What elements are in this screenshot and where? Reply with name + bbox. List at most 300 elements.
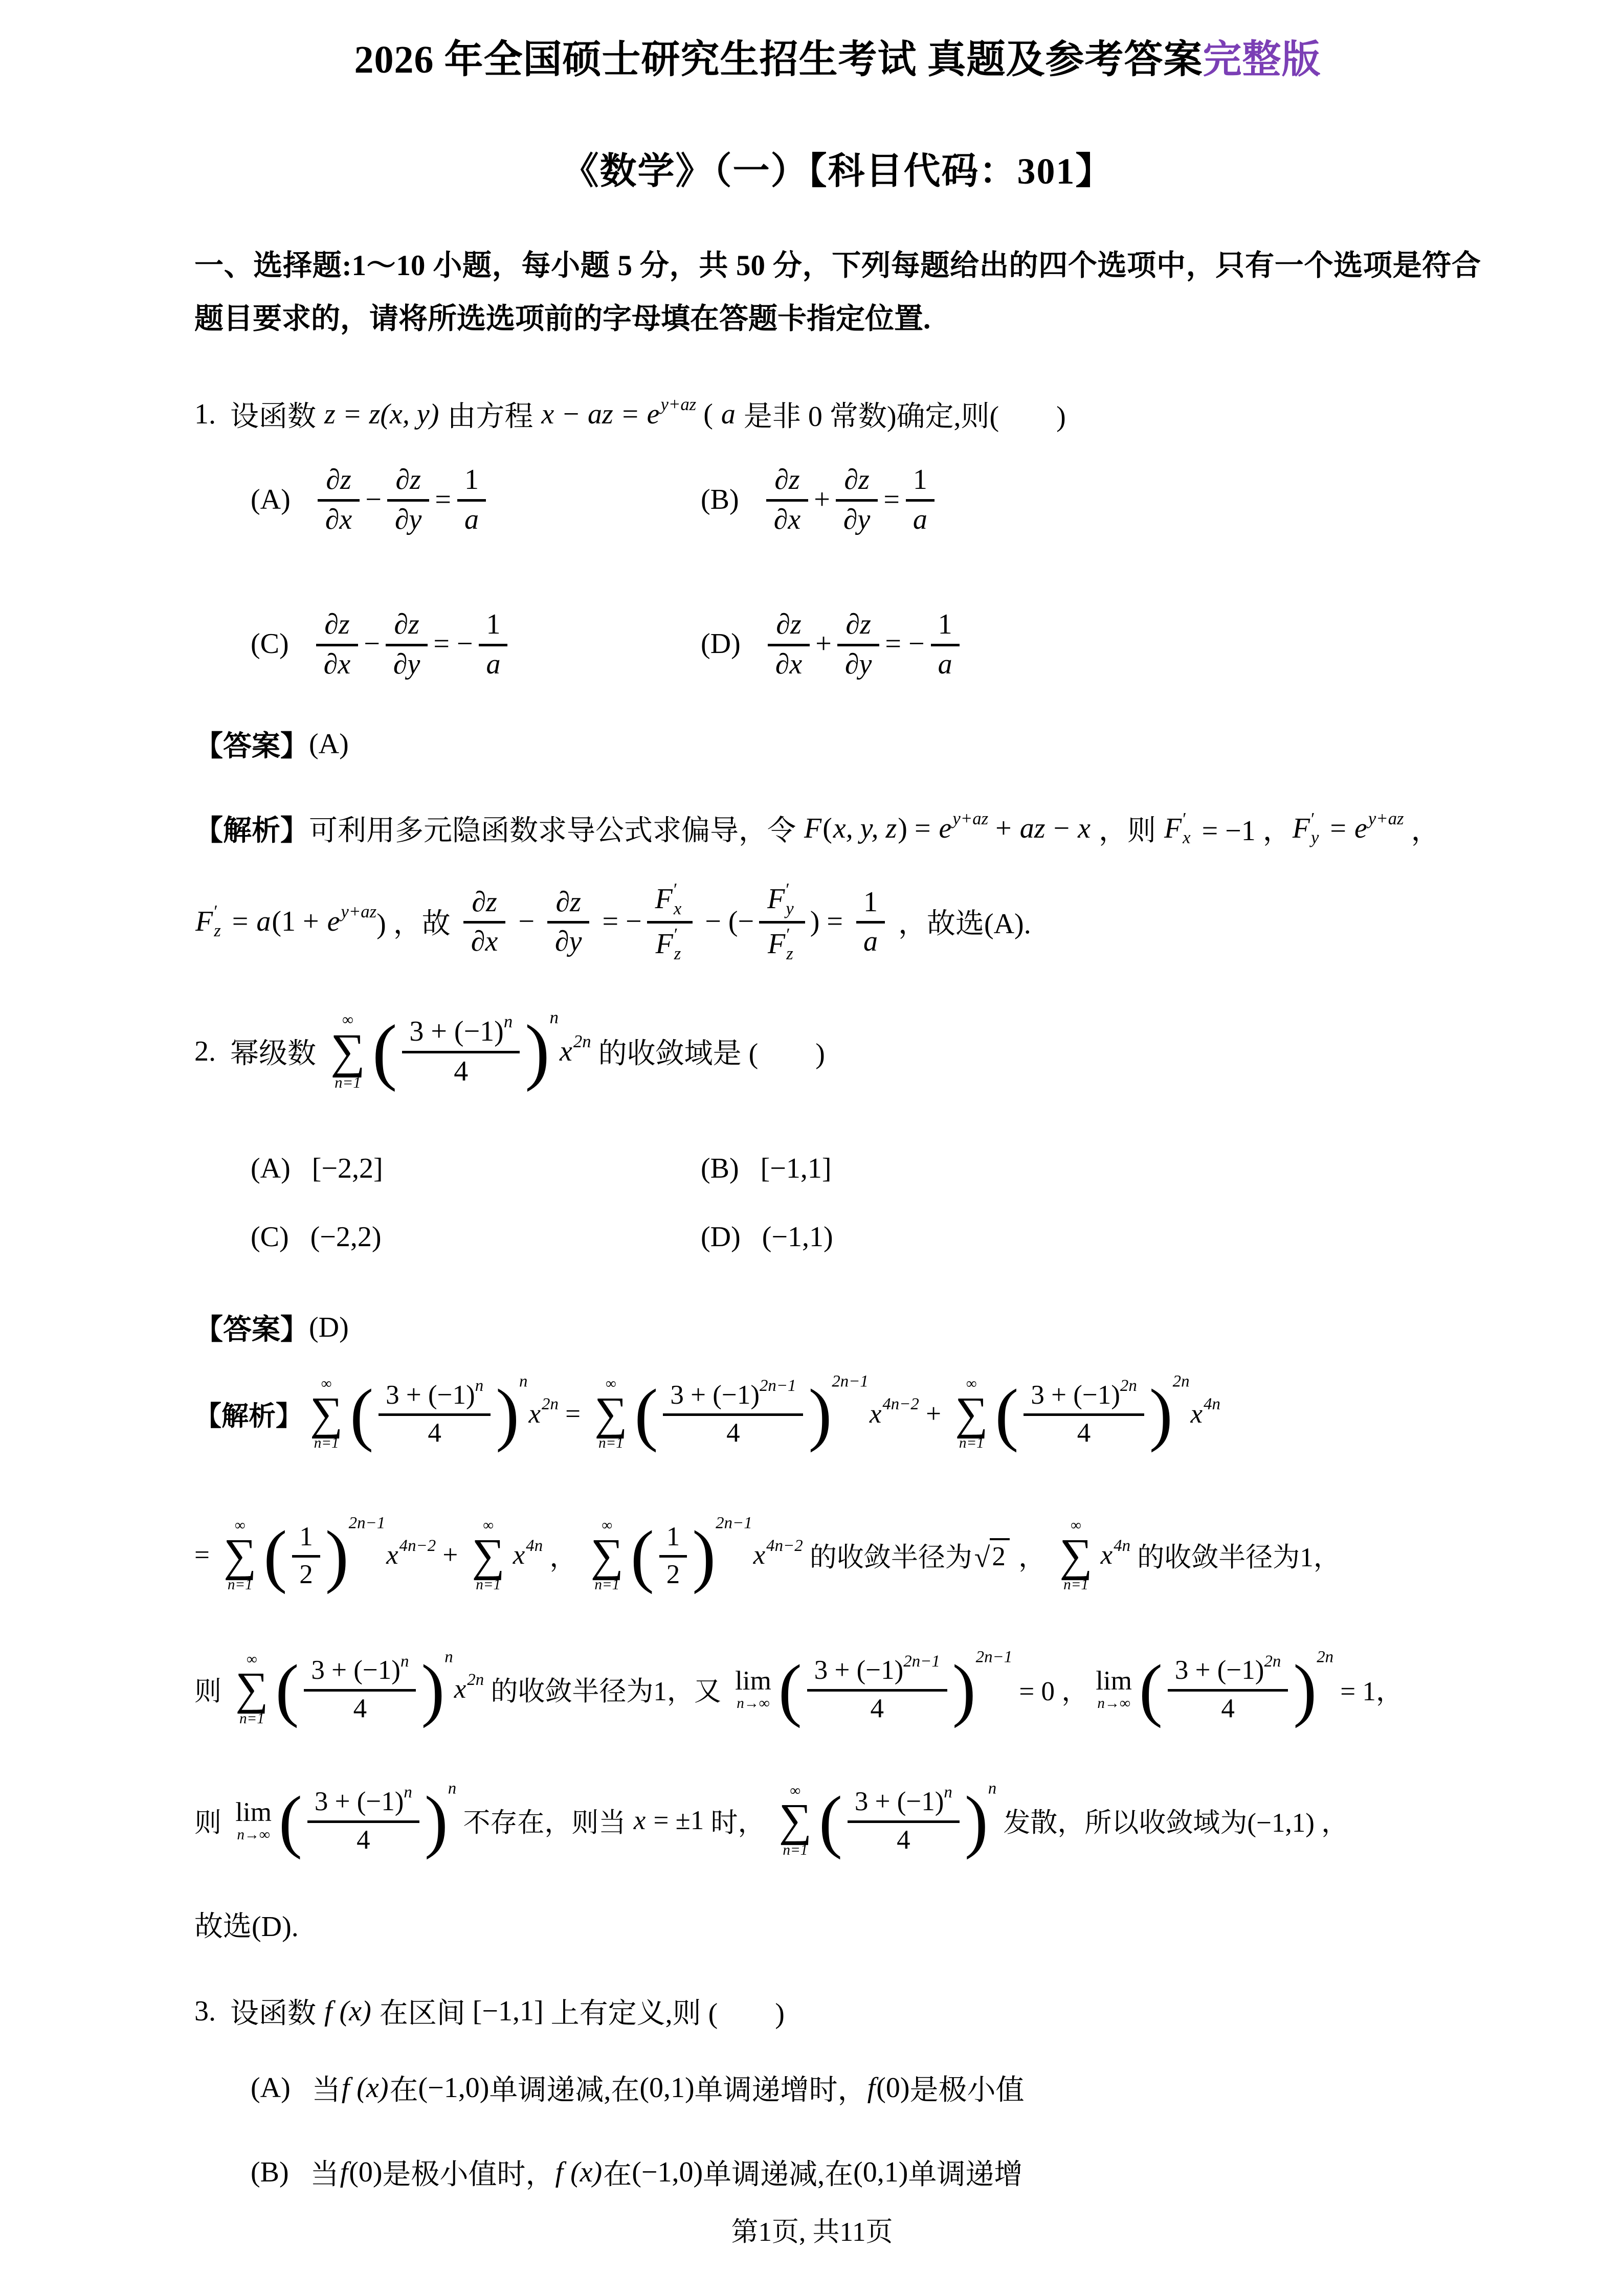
text-run: (−1,0) xyxy=(418,2072,490,2104)
math-text: x xyxy=(454,1674,466,1704)
text-run: 是极小值时， xyxy=(382,2159,554,2191)
formula-fragment: n=1 xyxy=(335,1073,361,1091)
page-subtitle: 《数学》（一）【科目代码：301】 xyxy=(562,151,1114,192)
math-text: ∂y xyxy=(843,504,871,536)
formula-fragment: ′ xyxy=(214,902,218,922)
formula-fragment xyxy=(658,1376,808,1449)
text-run: 故 xyxy=(421,908,458,940)
formula-fragment: ∞ xyxy=(321,1376,332,1392)
option-label: (A) xyxy=(251,483,291,515)
text-run: 4 xyxy=(897,1825,910,1855)
option-label: (C) xyxy=(251,628,289,660)
formula-fragment: lim xyxy=(735,1666,771,1696)
math-text: ∂z xyxy=(394,608,419,640)
text-run: 的收敛域是 ( ) xyxy=(591,1038,825,1070)
denominator xyxy=(863,1692,891,1724)
fraction xyxy=(478,607,508,680)
fraction xyxy=(463,885,506,958)
text-run: = xyxy=(194,1540,217,1570)
superscript: n xyxy=(503,1011,513,1032)
denominator xyxy=(1070,1416,1098,1448)
radical-icon: √ xyxy=(974,1541,990,1573)
open-paren: ( xyxy=(630,1516,654,1594)
numerator xyxy=(663,1376,803,1416)
text-run: 1. xyxy=(194,398,230,431)
text-run: (1 + xyxy=(272,905,326,937)
text-run: 是非 0 常数)确定,则( ) xyxy=(736,401,1066,433)
open-paren: ( xyxy=(278,1781,302,1860)
sigma-icon: ∑ xyxy=(235,1663,269,1715)
numerator xyxy=(316,607,358,646)
denominator xyxy=(478,646,508,681)
analysis-line xyxy=(194,1779,1481,1860)
text-run: [−1,1] xyxy=(760,1153,832,1185)
close-paren: ) xyxy=(1293,1650,1317,1728)
formula-fragment: lim xyxy=(235,1797,272,1827)
square-root xyxy=(974,1538,1010,1572)
math-text: e xyxy=(327,905,340,937)
text-run: 单调递增时， xyxy=(694,2075,866,2107)
math-text: x xyxy=(386,1540,398,1570)
option xyxy=(251,607,701,680)
option-formula xyxy=(312,1152,383,1185)
text-run: 当 xyxy=(312,2075,341,2107)
math-text: a xyxy=(863,926,878,958)
text-run: 1 xyxy=(299,1521,313,1551)
fraction xyxy=(387,463,430,535)
text-run: 4 xyxy=(726,1418,740,1448)
text-run: (0) xyxy=(876,2072,910,2104)
sigma-icon: ∑ xyxy=(955,1388,988,1439)
math-text: F xyxy=(804,813,822,845)
text-run: 由方程 xyxy=(440,401,541,433)
math-text: a xyxy=(721,398,736,431)
numerator xyxy=(1168,1654,1288,1691)
math-text: e xyxy=(1354,813,1367,845)
text-run: (−2,2) xyxy=(310,1221,382,1253)
open-paren: ( xyxy=(634,1375,658,1453)
denominator xyxy=(889,1823,918,1855)
text-run: 4 xyxy=(353,1693,367,1723)
text-run: 3 + (−1) xyxy=(1031,1380,1120,1410)
formula-fragment: ′ xyxy=(673,880,678,900)
analysis-line xyxy=(194,1904,1481,1945)
text-run: 的收敛半径为1，又 xyxy=(484,1677,728,1707)
fraction xyxy=(647,880,693,963)
options-grid xyxy=(251,463,1481,680)
formula-fragment xyxy=(299,1654,421,1724)
fraction xyxy=(663,1376,803,1449)
option xyxy=(701,1221,1481,1253)
option-formula xyxy=(312,463,492,535)
page-footer: 第1页, 共11页 xyxy=(731,2217,893,2247)
superscript: n xyxy=(944,1783,952,1802)
denominator xyxy=(456,502,487,536)
close-paren: ) xyxy=(808,1375,832,1453)
math-text: ∂y xyxy=(394,504,422,536)
text-run: 1 xyxy=(666,1521,680,1551)
option-label: (B) xyxy=(701,483,739,515)
text-run: 则 xyxy=(194,1808,229,1838)
limit-operator xyxy=(735,1667,771,1711)
text-run: 3 + (−1) xyxy=(314,1787,404,1817)
math-text: F xyxy=(768,928,786,960)
text-run: 发散，所以收敛域为(−1,1) ， xyxy=(996,1808,1349,1838)
formula-fragment xyxy=(287,1521,325,1590)
formula-fragment: x xyxy=(1183,827,1191,848)
superscript: 2n−1 xyxy=(716,1514,752,1533)
numerator xyxy=(768,607,809,646)
summation-operator xyxy=(235,1652,268,1727)
limit-operator xyxy=(1096,1667,1132,1711)
title-highlight: 完整版 xyxy=(1203,38,1321,81)
parenthesized-group xyxy=(263,1516,349,1594)
numerator xyxy=(379,1376,491,1416)
summation-operator xyxy=(779,1783,812,1858)
section-instructions: 一、选择题:1～10 小题，每小题 5 分，共 50 分，下列每题给出的四个选项中，只有一个选项是符合题目要求的，请将所选选项前的字母填在答题卡指定位置. xyxy=(194,250,1481,335)
open-paren: ( xyxy=(263,1516,287,1594)
analysis-line xyxy=(194,1514,1481,1594)
math-text: ∂z xyxy=(555,886,581,918)
denominator xyxy=(349,1823,377,1855)
formula-fragment: x xyxy=(673,898,682,918)
option-label: (D) xyxy=(701,628,741,660)
option xyxy=(251,463,701,535)
math-text: x − az = e xyxy=(541,398,660,431)
option-formula xyxy=(310,1221,382,1253)
math-text: x xyxy=(633,1806,646,1836)
text-run: (−1,1) xyxy=(762,1221,833,1253)
formula-fragment: z xyxy=(214,920,221,940)
denominator xyxy=(719,1416,747,1448)
math-text: ∂x xyxy=(471,926,498,958)
summation-operator xyxy=(472,1518,505,1593)
text-run: [−1,1] xyxy=(472,1995,544,2028)
prime-subscript xyxy=(786,926,793,963)
text-run: 4 xyxy=(357,1825,370,1855)
text-run: = 0 ， xyxy=(1012,1677,1089,1707)
formula-fragment xyxy=(1163,1654,1293,1724)
sigma-icon: ∑ xyxy=(778,1795,812,1846)
formula-fragment xyxy=(1018,1376,1149,1449)
answer-label: 【答案】 xyxy=(194,1314,309,1346)
text-run: 3 + (−1) xyxy=(386,1380,475,1410)
superscript: 2n xyxy=(573,1031,591,1051)
text-run: = − xyxy=(433,628,473,660)
text-run: 当 xyxy=(310,2159,339,2191)
formula-fragment: n=1 xyxy=(959,1435,984,1452)
text-run: 1 xyxy=(863,886,878,918)
formula-fragment: n=1 xyxy=(227,1577,253,1593)
close-paren: ) xyxy=(525,1010,550,1093)
numerator xyxy=(931,607,960,646)
text-run: ，则 xyxy=(1091,815,1163,847)
option xyxy=(251,2152,1481,2193)
math-text: a xyxy=(256,905,271,937)
option-formula xyxy=(762,1221,833,1253)
denominator xyxy=(317,502,361,536)
denominator xyxy=(855,924,886,958)
math-text: x xyxy=(1100,1540,1113,1570)
superscript: 4n xyxy=(1204,1395,1220,1414)
denominator xyxy=(387,502,430,536)
superscript: 2n xyxy=(467,1670,484,1689)
option-formula xyxy=(310,2152,1023,2193)
superscript: 2n xyxy=(1264,1652,1281,1671)
parenthesized-group xyxy=(634,1375,832,1453)
text-run: 是极小值 xyxy=(909,2075,1025,2107)
denominator xyxy=(420,1416,449,1448)
formula-fragment: ∞ xyxy=(342,1011,353,1029)
math-text: ∂y xyxy=(844,648,872,680)
denominator xyxy=(659,1558,687,1590)
superscript: n xyxy=(549,1007,559,1027)
option xyxy=(251,2067,1481,2108)
option-label: (D) xyxy=(701,1221,741,1253)
formula-fragment: ∞ xyxy=(246,1651,257,1668)
analysis-line xyxy=(194,1648,1481,1728)
superscript: n xyxy=(400,1652,409,1671)
fraction xyxy=(759,880,805,963)
options-grid xyxy=(251,2067,1481,2193)
open-paren: ( xyxy=(818,1781,842,1860)
answer-label: 【答案】 xyxy=(194,731,309,763)
numerator xyxy=(547,885,589,924)
text-run: 2 xyxy=(666,1559,680,1589)
sigma-icon: ∑ xyxy=(224,1529,257,1581)
option-label: (A) xyxy=(251,1153,291,1185)
numerator xyxy=(1024,1376,1144,1416)
superscript: 2n xyxy=(1317,1648,1334,1667)
fraction xyxy=(385,607,429,680)
superscript: 4n−2 xyxy=(399,1536,436,1555)
math-text: a xyxy=(913,504,927,536)
superscript: 2n−1 xyxy=(975,1648,1013,1667)
text-run: + xyxy=(815,628,832,660)
summation-operator xyxy=(224,1518,256,1593)
denominator xyxy=(447,1053,475,1088)
option xyxy=(701,607,1481,680)
text-run: = 1， xyxy=(1333,1677,1403,1707)
fraction xyxy=(1168,1654,1288,1724)
text-run: = − xyxy=(885,628,925,660)
fraction xyxy=(855,885,886,958)
math-text: ∂z xyxy=(324,608,350,640)
numerator xyxy=(479,607,507,646)
superscript: 2n−1 xyxy=(903,1652,940,1671)
parenthesized-group xyxy=(1139,1650,1317,1728)
numerator xyxy=(659,1521,687,1558)
parenthesized-group xyxy=(278,1781,448,1860)
question-block xyxy=(194,1991,1481,2193)
close-paren: ) xyxy=(496,1375,520,1453)
superscript: y+az xyxy=(341,901,377,921)
text-run: = xyxy=(435,483,451,515)
text-run: 3 + (−1) xyxy=(311,1655,401,1685)
prime-subscript xyxy=(1183,810,1190,847)
text-run: ，故选(A). xyxy=(891,908,1031,940)
option xyxy=(701,1152,1481,1185)
close-paren: ) xyxy=(1149,1375,1173,1453)
numerator xyxy=(304,1654,416,1691)
math-text: x xyxy=(513,1540,525,1570)
superscript: 4n−2 xyxy=(882,1395,919,1414)
math-text: x xyxy=(869,1399,882,1429)
denominator xyxy=(835,502,879,536)
formula-fragment: ′ xyxy=(674,925,678,945)
fraction xyxy=(930,607,961,680)
text-run: 上有定义,则 ( ) xyxy=(543,1998,785,2030)
close-paren: ) xyxy=(692,1516,716,1594)
text-run: 3 + (−1) xyxy=(854,1787,944,1817)
summation-operator xyxy=(591,1518,624,1593)
superscript: 2n xyxy=(542,1395,559,1414)
math-text: ∂z xyxy=(326,464,351,496)
text-run: 4 xyxy=(1221,1693,1235,1723)
superscript: 2n xyxy=(1120,1376,1137,1395)
math-text: F xyxy=(1292,813,1310,845)
option-formula xyxy=(310,607,514,680)
text-run: + xyxy=(814,483,830,515)
math-text: f xyxy=(867,2072,876,2104)
numerator xyxy=(292,1521,320,1558)
formula-fragment: n=1 xyxy=(476,1577,501,1593)
question-stem xyxy=(194,1991,1481,2032)
text-run: 4 xyxy=(428,1418,441,1448)
superscript: 4n xyxy=(1114,1536,1131,1555)
text-run: 可利用多元隐函数求导公式求偏导，令 xyxy=(309,815,803,847)
text-run: 3 + (−1) xyxy=(409,1016,504,1048)
question-stem xyxy=(194,1007,1481,1093)
math-text: f (x) xyxy=(341,2072,389,2104)
analysis-line xyxy=(194,808,1481,849)
superscript: 4n xyxy=(526,1536,543,1555)
text-run: 不存在，则当 xyxy=(456,1808,633,1838)
text-run: − xyxy=(511,905,542,937)
sigma-icon: ∑ xyxy=(310,1388,343,1439)
formula-fragment: ∞ xyxy=(790,1782,801,1799)
formula-fragment: n=1 xyxy=(594,1577,620,1593)
formula-fragment: z xyxy=(786,943,793,963)
close-paren: ) xyxy=(964,1781,988,1860)
math-text: x xyxy=(1078,813,1091,845)
formula-fragment xyxy=(373,1376,496,1449)
open-paren: ( xyxy=(778,1650,802,1728)
superscript: 2n xyxy=(1172,1372,1190,1391)
formula-fragment xyxy=(397,1011,525,1088)
math-text: ∂z xyxy=(395,464,421,496)
option-label: (B) xyxy=(701,1153,739,1185)
numerator xyxy=(906,463,935,502)
formula-fragment: ′ xyxy=(1183,808,1187,829)
fraction xyxy=(835,463,879,535)
fraction xyxy=(1024,1376,1144,1449)
denominator xyxy=(760,924,805,963)
open-paren: ( xyxy=(275,1650,299,1728)
superscript: n xyxy=(988,1779,997,1798)
parenthesized-group xyxy=(995,1375,1173,1453)
analysis-line xyxy=(194,1372,1481,1453)
numerator xyxy=(307,1783,419,1822)
text-run: 1 xyxy=(913,464,927,496)
option xyxy=(251,1152,701,1185)
text-run: 在 xyxy=(603,2159,632,2191)
question-block xyxy=(194,1007,1481,1945)
text-run: − xyxy=(365,483,382,515)
denominator xyxy=(648,924,693,963)
formula-fragment: z xyxy=(674,943,681,963)
text-run: ( xyxy=(822,813,832,845)
math-text: ∂z xyxy=(844,464,870,496)
fraction xyxy=(547,885,590,958)
formula-fragment: ′ xyxy=(786,880,790,900)
text-run: (0,1) xyxy=(639,2072,695,2104)
formula-fragment: lim xyxy=(1096,1666,1132,1696)
formula-fragment: n=1 xyxy=(1063,1577,1088,1593)
sigma-icon: ∑ xyxy=(1059,1529,1093,1581)
math-text: ∂x xyxy=(775,648,803,680)
formula-fragment: ∞ xyxy=(483,1517,494,1534)
math-text: F xyxy=(655,883,673,915)
fraction xyxy=(848,1783,960,1855)
text-run: 1 xyxy=(464,464,479,496)
denominator xyxy=(316,646,359,681)
open-paren: ( xyxy=(372,1010,397,1093)
text-run: + xyxy=(436,1540,465,1570)
text-run: − xyxy=(364,628,380,660)
formula-fragment xyxy=(802,1654,952,1724)
formula-fragment: ∞ xyxy=(602,1517,613,1534)
text-run: 4 xyxy=(870,1693,884,1723)
superscript: n xyxy=(404,1783,412,1802)
formula-fragment: ∞ xyxy=(234,1517,246,1534)
text-run: = xyxy=(883,483,900,515)
math-text: F xyxy=(767,883,785,915)
math-text: F xyxy=(655,928,673,960)
formula-fragment: n=1 xyxy=(314,1435,339,1452)
open-paren: ( xyxy=(350,1375,374,1453)
denominator xyxy=(930,646,961,681)
text-run: 4 xyxy=(454,1055,469,1088)
text-run: 在区间 xyxy=(372,1998,473,2030)
superscript: n xyxy=(475,1376,484,1395)
formula-fragment: n=1 xyxy=(783,1841,808,1858)
formula-fragment xyxy=(990,1538,1010,1572)
numerator xyxy=(387,463,429,502)
option-label: (B) xyxy=(251,2156,289,2189)
formula-fragment xyxy=(842,1783,965,1855)
fraction xyxy=(307,1783,419,1855)
summation-operator xyxy=(1059,1518,1092,1593)
text-run: 设函数 xyxy=(230,401,323,433)
text-run: = − xyxy=(595,905,642,937)
math-text: f xyxy=(340,2156,348,2189)
answer-line xyxy=(194,1307,1481,1348)
math-text: F xyxy=(1164,813,1182,845)
formula-fragment: n=1 xyxy=(239,1710,264,1727)
fraction xyxy=(807,1654,947,1724)
fraction xyxy=(837,607,880,680)
numerator xyxy=(848,1783,960,1822)
text-run: 幂级数 xyxy=(230,1038,323,1070)
prime-subscript xyxy=(674,926,681,963)
denominator xyxy=(767,646,811,681)
text-run: ) ， xyxy=(376,908,422,940)
superscript: n xyxy=(519,1372,528,1391)
text-run: + xyxy=(919,1399,948,1429)
text-run: ， xyxy=(543,1543,584,1573)
numerator xyxy=(457,463,486,502)
